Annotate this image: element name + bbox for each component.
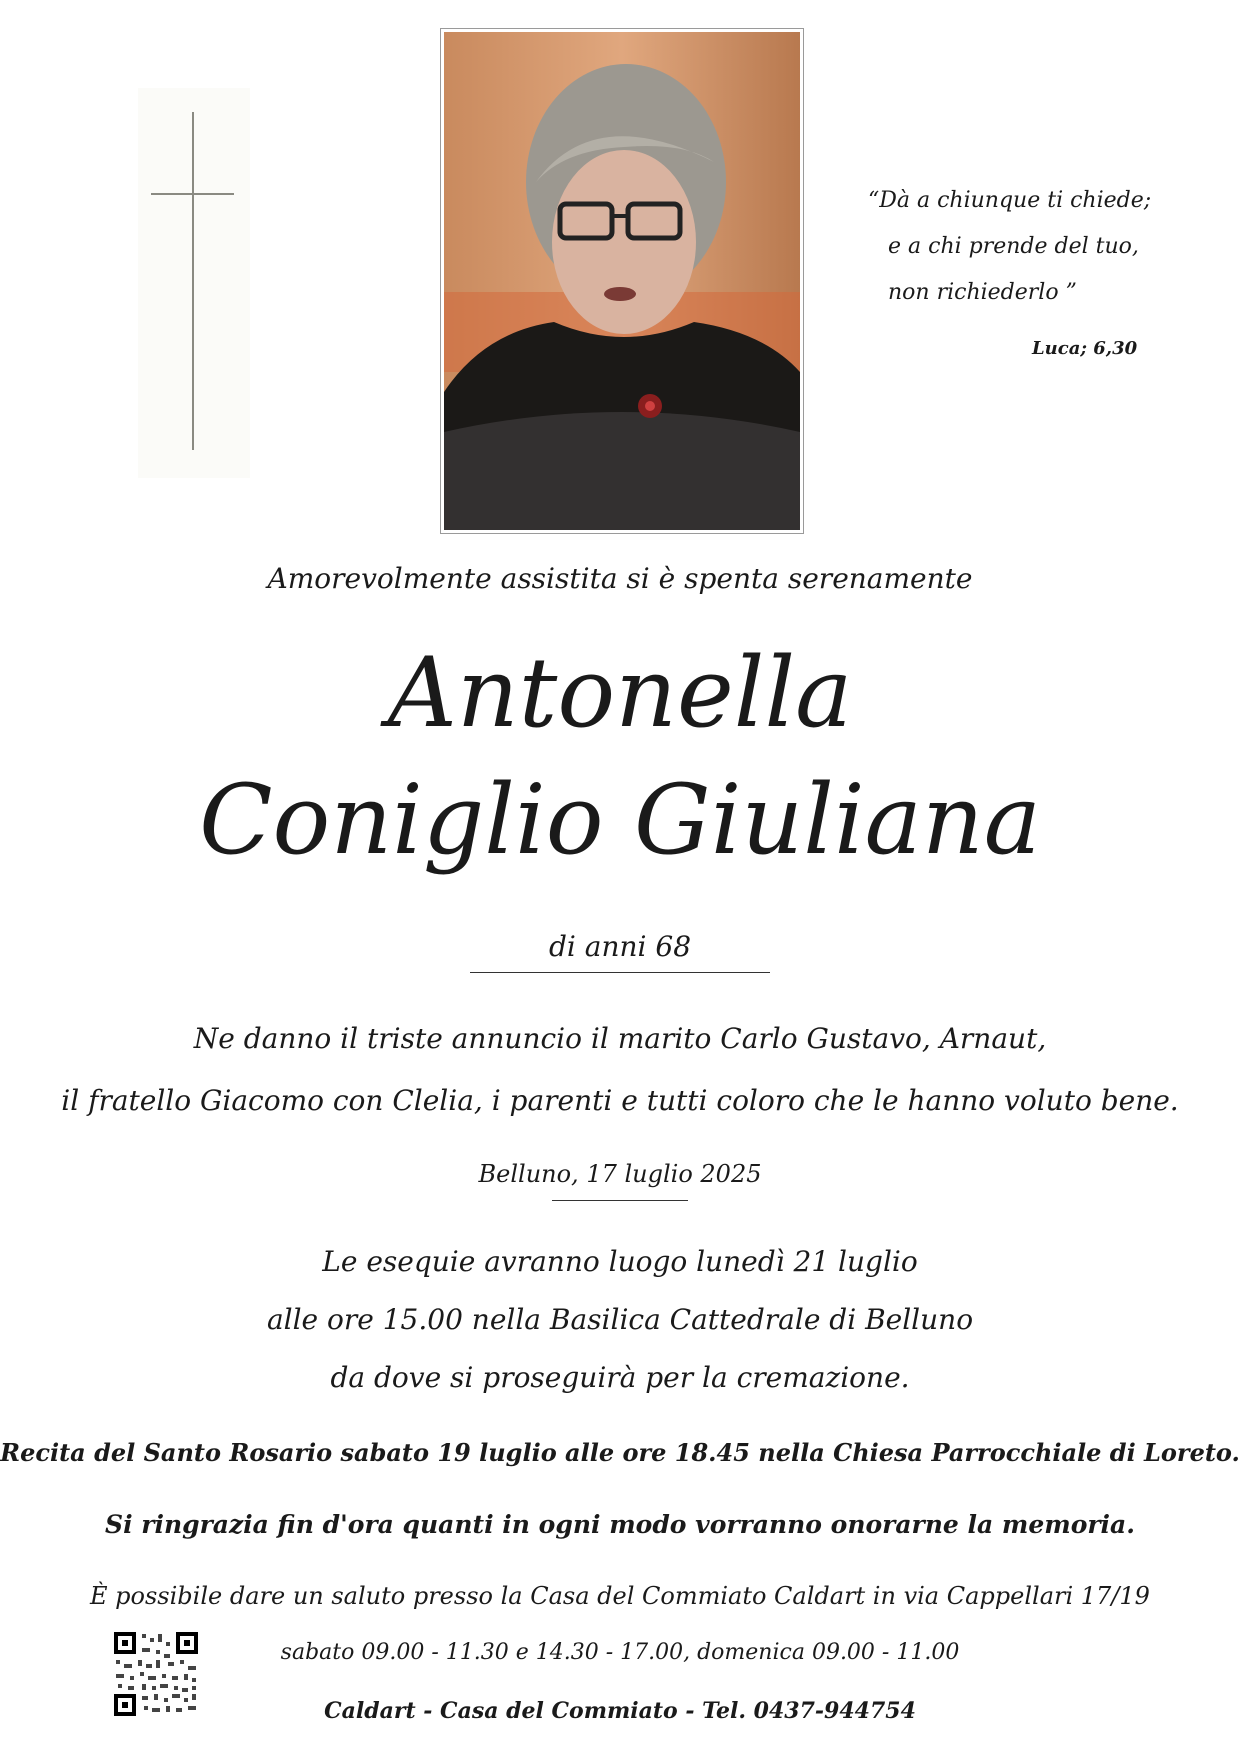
portrait-photo: [444, 32, 800, 530]
announcement: [0, 1008, 1240, 1132]
quote-reference: Luca; 6,30: [1032, 338, 1138, 359]
quote-line: non richiederlo ”: [888, 280, 1077, 305]
quote-line: “Dà a chiunque ti chiede;: [868, 188, 1152, 213]
funeral-line: da dove si proseguirà per la cremazione.: [330, 1361, 910, 1394]
bible-quote: [868, 178, 1168, 316]
deceased-last-name: Coniglio Giuliana: [199, 764, 1041, 876]
divider: [470, 972, 770, 973]
deceased-first-name: Antonella: [387, 637, 853, 749]
portrait-illustration: [444, 32, 800, 530]
divider: [552, 1200, 688, 1201]
cross-icon-vertical: [192, 112, 194, 450]
cross-icon-horizontal: [151, 193, 234, 195]
announcement-line: Ne danno il triste annuncio il marito Carlo Gustavo, Arnaut,: [193, 1022, 1047, 1055]
visiting-hours: sabato 09.00 - 11.30 e 14.30 - 17.00, domenica 09.00 - 11.00: [280, 1640, 960, 1665]
qr-code-graphic: [112, 1630, 200, 1718]
funeral-home-footer: Caldart - Casa del Commiato - Tel. 0437-944754: [324, 1698, 916, 1724]
funeral-line: alle ore 15.00 nella Basilica Cattedrale di Belluno: [266, 1303, 974, 1336]
dateline: Belluno, 17 luglio 2025: [478, 1160, 762, 1188]
visit-notice: È possibile dare un saluto presso la Casa del Commiato Caldart in via Cappellari 17/19: [90, 1582, 1150, 1610]
cross-panel: [138, 88, 250, 478]
funeral-line: Le esequie avranno luogo lunedì 21 luglio: [322, 1245, 918, 1278]
thanks-notice: Si ringrazia fin d'ora quanti in ogni modo vorranno onorarne la memoria.: [105, 1510, 1135, 1539]
announcement-line: il fratello Giacomo con Clelia, i parenti e tutti coloro che le hanno voluto bene.: [61, 1084, 1179, 1117]
quote-line: e a chi prende del tuo,: [888, 234, 1139, 259]
deceased-age: di anni 68: [548, 930, 692, 963]
rosary-notice: Recita del Santo Rosario sabato 19 luglio alle ore 18.45 nella Chiesa Parrocchiale di Loreto.: [0, 1438, 1240, 1467]
qr-code-icon[interactable]: [112, 1630, 200, 1718]
intro-text: Amorevolmente assistita si è spenta serenamente: [267, 562, 973, 595]
funeral-details: [0, 1233, 1240, 1407]
